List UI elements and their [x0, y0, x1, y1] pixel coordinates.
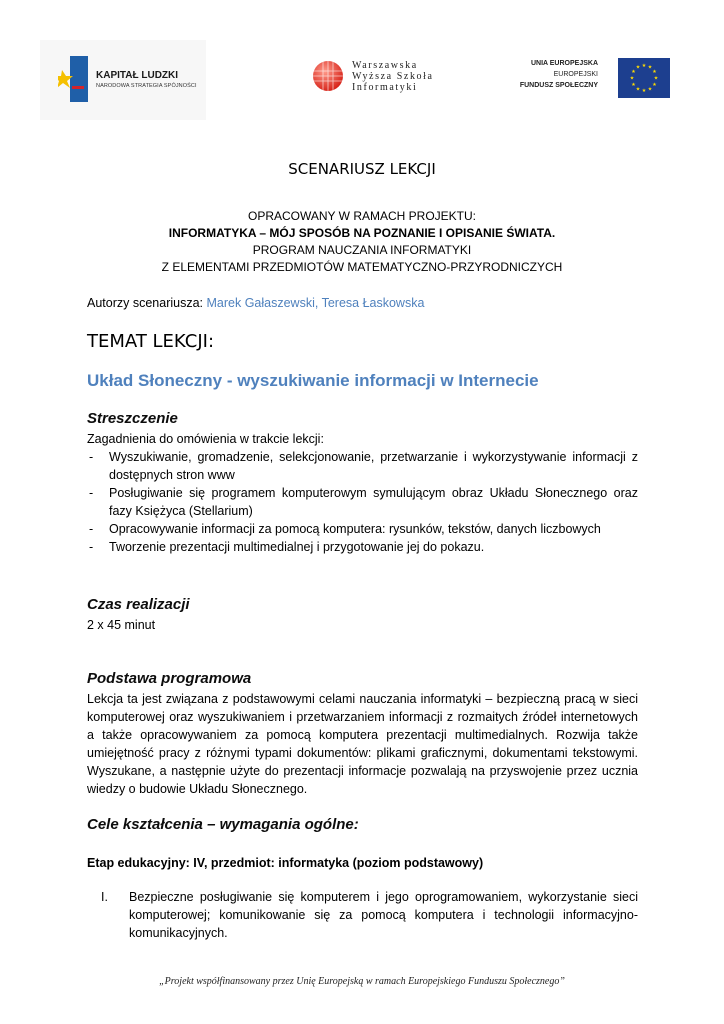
svg-text:★: ★ [635, 86, 641, 93]
authors-label: Autorzy scenariusza: [87, 296, 207, 310]
svg-text:★: ★ [629, 75, 635, 82]
ue-line1: UNIA EUROPEJSKA [530, 60, 598, 67]
goal-item [87, 888, 638, 942]
header-logos [40, 40, 684, 120]
list-item: - Posługiwanie się programem komputerowym symulującym obraz Układu Słonecznego oraz fazy Księżyca (Stellarium) [87, 484, 638, 520]
svg-text:★: ★ [631, 82, 636, 88]
kapital-ludzki-logo [40, 40, 206, 120]
document-title: SCENARIUSZ LEKCJI [288, 160, 436, 178]
svg-text:★: ★ [641, 88, 647, 94]
wwsi-sphere-icon [312, 60, 344, 92]
wwsi-line1: Warszawska [352, 60, 418, 71]
svg-text:★: ★ [641, 63, 647, 69]
duration-value: 2 x 45 minut [87, 618, 156, 632]
project-line2: INFORMATYKA – MÓJ SPOSÓB NA POZNANIE I OPISANIE ŚWIATA. [168, 226, 556, 240]
ue-efs-logo [512, 56, 670, 102]
goal-number: I. [101, 890, 108, 904]
summary-intro: Zagadnienia do omówienia w trakcie lekcji: [87, 432, 324, 446]
list-item: - Wyszukiwanie, gromadzenie, selekcjonowanie, przetwarzanie i wykorzystywanie informacji z dostępnych stron www [87, 448, 638, 484]
goals-stage: Etap edukacyjny: IV, przedmiot: informatyka (poziom podstawowy) [87, 856, 484, 870]
project-line3: PROGRAM NAUCZANIA INFORMATYKI [252, 243, 472, 257]
lesson-topic-label: TEMAT LEKCJI: [87, 331, 215, 352]
project-line4: Z ELEMENTAMI PRZEDMIOTÓW MATEMATYCZNO-PRZYRODNICZYCH [161, 260, 563, 274]
curriculum-heading: Podstawa programowa [87, 670, 252, 687]
summary-section [87, 410, 638, 556]
ue-line2: EUROPEJSKI [553, 71, 598, 78]
goal-text: Bezpieczne posługiwanie się komputerem i jego oprogramowaniem, wykorzystanie sieci komputerowej; komunikowanie się za pomocą komputera i technologii informacyjno-komunikacyjnych. [129, 890, 638, 940]
footer-note: „Projekt współfinansowany przez Unię Europejską w ramach Europejskiego Funduszu Społecznego” [159, 976, 565, 987]
svg-text:★: ★ [647, 64, 653, 71]
goals-heading: Cele kształcenia – wymagania ogólne: [87, 816, 359, 833]
duration-section [87, 596, 638, 634]
summary-heading: Streszczenie [87, 410, 178, 427]
authors-names: Marek Gałaszewski, Teresa Łaskowska [206, 296, 425, 310]
eu-flag-icon [618, 58, 670, 98]
duration-heading: Czas realizacji [87, 596, 190, 613]
list-item: - Opracowywanie informacji za pomocą komputera: rysunków, tekstów, danych liczbowych [87, 520, 638, 538]
curriculum-text: Lekcja ta jest związana z podstawowymi celami nauczania informatyki – bezpieczną pracą w sieci komputerowej oraz wyszukiwaniem i przetwarzaniem informacji z rozmaitych źródeł internetowych a także opracowywaniem za pomocą komputera prezentacji multimedialnych. Rozwija także umiejętność pracy z różnymi typami dokumentów: plikami graficznymi, dokumentami tekstowymi. Wyszukane, a następnie użyte do prezentacji informacje pozwalają na przyswojenie przez ucznia wiedzy o budowie Układu Słonecznego. [87, 692, 638, 796]
curriculum-section [87, 670, 638, 798]
svg-text:★: ★ [635, 64, 641, 71]
kapital-ludzki-subtitle: NARODOWA STRATEGIA SPÓJNOŚCI [96, 83, 197, 89]
goals-section [87, 816, 638, 942]
kapital-ludzki-star-icon [58, 56, 88, 102]
svg-text:★: ★ [653, 75, 659, 82]
svg-text:★: ★ [652, 69, 657, 75]
project-info [0, 208, 724, 276]
summary-list [87, 448, 638, 556]
list-item: - Tworzenie prezentacji multimedialnej i przygotowanie jej do pokazu. [87, 538, 638, 556]
wwsi-line3: Informatyki [352, 82, 418, 93]
project-line1: OPRACOWANY W RAMACH PROJEKTU: [247, 209, 477, 223]
svg-text:★: ★ [652, 82, 657, 88]
wwsi-name [352, 60, 434, 93]
wwsi-line2: Wyższa Szkoła [352, 71, 434, 82]
wwsi-logo [302, 50, 442, 100]
authors-line [87, 296, 638, 310]
ue-line3: FUNDUSZ SPOŁECZNY [519, 82, 598, 89]
lesson-topic: Układ Słoneczny - wyszukiwanie informacji w Internecie [87, 371, 539, 390]
ue-text [520, 58, 598, 91]
svg-text:★: ★ [647, 86, 653, 93]
kapital-ludzki-title: KAPITAŁ LUDZKI [96, 70, 179, 81]
svg-text:★: ★ [631, 69, 636, 75]
